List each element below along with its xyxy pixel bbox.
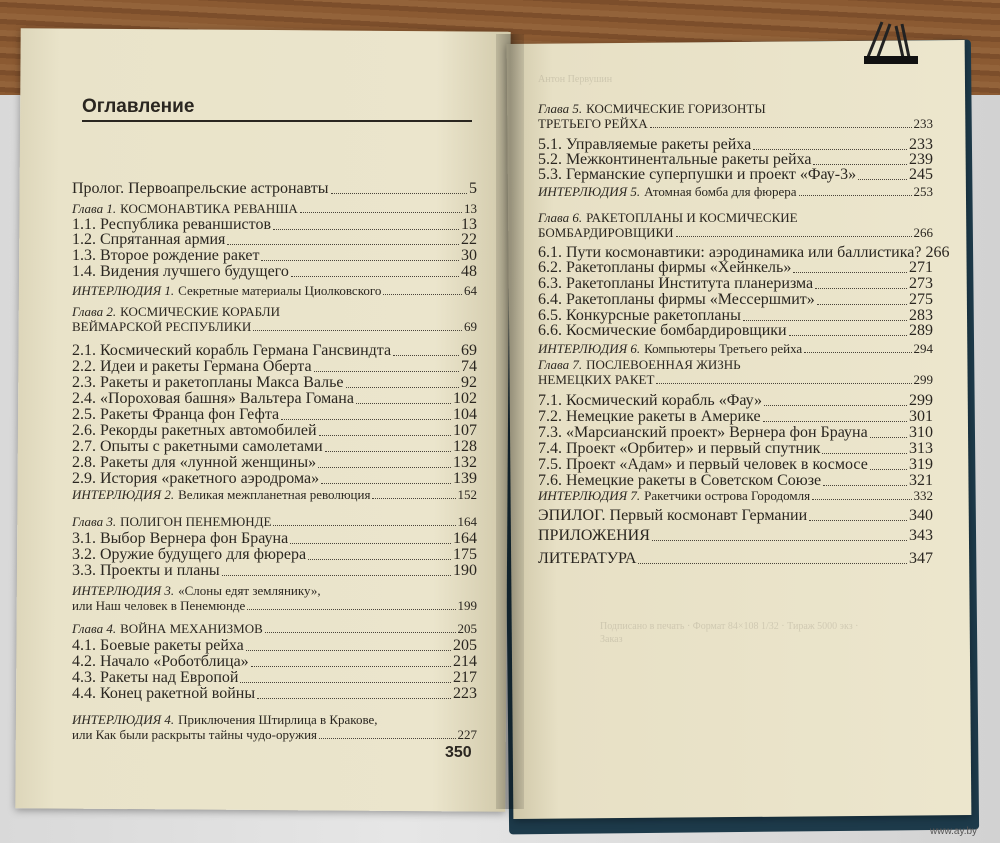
toc-entry-page: 266 [925, 244, 950, 261]
toc-entry-page: 132 [453, 454, 477, 471]
toc-entry [538, 166, 933, 184]
toc-leader-dots [763, 408, 907, 422]
toc-entry-title: 2.8. Ракеты для «лунной женщины» [72, 454, 317, 471]
toc-entry-line2 [538, 225, 933, 241]
toc-leader-dots [822, 440, 907, 454]
toc-leader-dots [823, 472, 907, 486]
toc-entry [72, 487, 477, 503]
toc-leader-dots [253, 319, 462, 331]
binder-clip-icon [862, 18, 920, 66]
toc-entry-title: Приключения Штирлица в Кракове, [178, 712, 378, 727]
toc-entry-title: 1.3. Второе рождение ракет [72, 247, 260, 264]
toc-entry-page: 223 [453, 685, 477, 702]
toc-entry [72, 514, 477, 530]
toc-entry-label: ИНТЕРЛЮДИЯ 5. [538, 184, 641, 199]
toc-entry-page: 343 [909, 527, 933, 544]
toc-leader-dots [331, 180, 467, 194]
toc-leader-dots [793, 259, 907, 273]
toc-leader-dots [356, 390, 451, 404]
title-rule [82, 120, 472, 122]
toc-entry-title-cont: или Наш человек в Пенемюнде [72, 598, 246, 613]
toc-entry-page: 74 [461, 358, 477, 375]
toc-entry-page: 245 [909, 166, 933, 183]
toc-entry-title: Ракетчики острова Городомля [644, 488, 811, 503]
toc-leader-dots [227, 231, 459, 245]
toc-entry-line1 [538, 101, 933, 117]
toc-entry-line1 [72, 712, 477, 728]
book-gutter [496, 34, 524, 809]
toc-entry-title: 6.1. Пути космонавтики: аэродинамика или баллистика? [538, 244, 922, 261]
toc-entry-title: 2.6. Рекорды ракетных автомобилей [72, 422, 317, 439]
toc-entry-title: 2.7. Опыты с ракетными самолетами [72, 438, 323, 455]
toc-leader-dots [318, 454, 451, 468]
toc-leader-dots [290, 530, 451, 544]
toc-entry-title: Компьютеры Третьего рейха [644, 341, 803, 356]
toc-entry-label: Глава 2. [72, 304, 117, 319]
toc-leader-dots [273, 216, 459, 230]
toc-entry-page: 190 [453, 562, 477, 579]
toc-leader-dots [656, 372, 911, 384]
toc-entry-label: Глава 1. [72, 201, 117, 216]
toc-leader-dots [261, 247, 459, 261]
toc-entry-title: 5.2. Межконтинентальные ракеты рейха [538, 151, 812, 168]
toc-entry-line2 [72, 319, 477, 335]
toc-entry-title: 1.4. Видения лучшего будущего [72, 263, 289, 280]
toc-entry [72, 201, 477, 217]
toc-entry-title: 4.2. Начало «Роботблица» [72, 653, 249, 670]
toc-leader-dots [281, 406, 451, 420]
toc-entry-label: ИНТЕРЛЮДИЯ 2. [72, 487, 175, 502]
toc-entry-title: 2.9. История «ракетного аэродрома» [72, 470, 320, 487]
toc-entry [538, 507, 933, 525]
toc-entry [72, 621, 477, 637]
toc-leader-dots [804, 341, 911, 353]
toc-entry-page: 217 [453, 669, 477, 686]
toc-entry-title: 7.5. Проект «Адам» и первый человек в космосе [538, 456, 868, 473]
toc-entry-page: 164 [457, 514, 477, 529]
toc-entry-page: 205 [457, 621, 477, 636]
toc-entry-page: 289 [909, 322, 933, 339]
toc-leader-dots [383, 283, 462, 295]
toc-entry-title: 7.4. Проект «Орбитер» и первый спутник [538, 440, 821, 457]
toc-entry-label: Глава 4. [72, 621, 117, 636]
toc-entry-title-cont: БОМБАРДИРОВЩИКИ [538, 225, 674, 240]
toc-entry-title: Секретные материалы Циолковского [178, 283, 382, 298]
toc-entry-page: 13 [461, 216, 477, 233]
toc-leader-dots [240, 669, 451, 683]
toc-entry-page: 199 [457, 598, 477, 613]
toc-leader-dots [858, 166, 907, 180]
toc-entry-page: 347 [909, 550, 933, 567]
toc-leader-dots [789, 322, 907, 336]
toc-entry-title: 6.4. Ракетопланы фирмы «Мессершмит» [538, 291, 815, 308]
toc-entry-page: 239 [909, 151, 933, 168]
toc-leader-dots [870, 424, 907, 438]
toc-entry-title-cont: НЕМЕЦКИХ РАКЕТ [538, 372, 655, 387]
toc-leader-dots [308, 546, 451, 560]
toc-entry-title-cont: ВЕЙМАРСКОЙ РЕСПУБЛИКИ [72, 319, 252, 334]
toc-entry-page: 253 [913, 184, 933, 199]
toc-entry-page: 233 [913, 116, 933, 131]
toc-entry [538, 550, 933, 568]
toc-entry-page: 164 [453, 530, 477, 547]
toc-entry-page: 102 [453, 390, 477, 407]
toc-entry-line2 [538, 372, 933, 388]
toc-entry-page: 299 [909, 392, 933, 409]
toc-entry-line1 [72, 304, 477, 320]
toc-entry-title: 5.1. Управляемые ракеты рейха [538, 136, 752, 153]
toc-entry-title: ПРИЛОЖЕНИЯ [538, 527, 650, 544]
toc-leader-dots [676, 225, 912, 237]
toc-entry-page: 92 [461, 374, 477, 391]
toc-entry-title: 6.6. Космические бомбардировщики [538, 322, 787, 339]
toc-entry-page: 107 [453, 422, 477, 439]
toc-entry-title: 4.3. Ракеты над Европой [72, 669, 239, 686]
toc-leader-dots [650, 116, 912, 128]
toc-entry-page: 275 [909, 291, 933, 308]
toc-leader-dots [753, 136, 907, 150]
toc-entry-title: 4.4. Конец ракетной войны [72, 685, 256, 702]
toc-leader-dots [246, 637, 451, 651]
toc-entry-title: 2.4. «Пороховая башня» Вальтера Гомана [72, 390, 354, 407]
toc-entry-page: 13 [464, 201, 477, 216]
toc-leader-dots [812, 488, 911, 500]
toc-entry-page: 139 [453, 470, 477, 487]
toc-entry-title: 7.1. Космический корабль «Фау» [538, 392, 763, 409]
toc-leader-dots [251, 653, 451, 667]
toc-entry-title-cont: или Как были раскрыты тайны чудо-оружия [72, 727, 318, 742]
toc-leader-dots [809, 507, 907, 521]
toc-entry-line2 [538, 116, 933, 132]
toc-entry-title: 7.2. Немецкие ракеты в Америке [538, 408, 761, 425]
toc-leader-dots [393, 342, 459, 356]
toc-entry-title: КОСМИЧЕСКИЕ ГОРИЗОНТЫ [586, 101, 766, 116]
toc-entry-page: 22 [461, 231, 477, 248]
toc-entry [72, 180, 477, 198]
toc-entry-page: 340 [909, 507, 933, 524]
toc-entry-label: Глава 3. [72, 514, 117, 529]
toc-entry [538, 488, 933, 504]
toc-leader-dots [325, 438, 451, 452]
toc-entry-title: 4.1. Боевые ракеты рейха [72, 637, 244, 654]
toc-leader-dots [265, 621, 456, 633]
toc-leader-dots [743, 307, 907, 321]
toc-entry-line1 [538, 210, 933, 226]
toc-entry-title: «Слоны едят землянику», [178, 583, 321, 598]
toc-entry-page: 205 [453, 637, 477, 654]
toc-entry-label: ИНТЕРЛЮДИЯ 3. [72, 583, 175, 598]
toc-leader-dots [300, 201, 462, 213]
toc-leader-dots [222, 562, 451, 576]
toc-entry-label: ИНТЕРЛЮДИЯ 6. [538, 341, 641, 356]
toc-leader-dots [638, 550, 907, 564]
toc-entry-page: 69 [461, 342, 477, 359]
page-number: 350 [445, 744, 472, 761]
toc-entry-page: 310 [909, 424, 933, 441]
toc-leader-dots [273, 514, 455, 526]
toc-leader-dots [247, 598, 455, 610]
toc-entry-page: 332 [913, 488, 933, 503]
toc-entry-label: ИНТЕРЛЮДИЯ 4. [72, 712, 175, 727]
toc-entry-page: 273 [909, 275, 933, 292]
toc-entry-title: 1.1. Республика реваншистов [72, 216, 271, 233]
toc-entry-title: ЭПИЛОГ. Первый космонавт Германии [538, 507, 808, 524]
toc-entry-title: 7.6. Немецкие ракеты в Советском Союзе [538, 472, 822, 489]
toc-entry [72, 263, 477, 281]
toc-entry-page: 30 [461, 247, 477, 264]
toc-entry-page: 64 [464, 283, 477, 298]
toc-leader-dots [346, 374, 460, 388]
toc-entry [72, 562, 477, 580]
toc-entry-page: 294 [913, 341, 933, 356]
toc-entry-page: 319 [909, 456, 933, 473]
toc-entry-title: 3.2. Оружие будущего для фюрера [72, 546, 307, 563]
toc-entry-page: 175 [453, 546, 477, 563]
toc-entry-label: ИНТЕРЛЮДИЯ 1. [72, 283, 175, 298]
toc-entry-page: 313 [909, 440, 933, 457]
toc-entry-label: Глава 7. [538, 357, 583, 372]
toc-entry [538, 527, 933, 545]
toc-entry-title: 6.3. Ракетопланы Института планеризма [538, 275, 814, 292]
toc-leader-dots [291, 263, 459, 277]
toc-entry-title: КОСМОНАВТИКА РЕВАНША [120, 201, 298, 216]
toc-leader-dots [319, 422, 451, 436]
toc-entry-page: 214 [453, 653, 477, 670]
toc-entry-page: 69 [464, 319, 477, 334]
watermark: www.ay.by [930, 826, 978, 837]
toc-entry-page: 227 [457, 727, 477, 742]
bleed-through-imprint: Подписано в печать · Формат 84×108 1/32 · Тираж 5000 экз · Заказ [600, 621, 859, 645]
toc-leader-dots [813, 151, 907, 165]
toc-entry-title: 7.3. «Марсианский проект» Вернера фон Брауна [538, 424, 868, 441]
toc-leader-dots [321, 470, 451, 484]
toc-entry-page: 48 [461, 263, 477, 280]
toc-entry-title: Атомная бомба для фюрера [644, 184, 797, 199]
toc-leader-dots [817, 291, 907, 305]
toc-entry-title: РАКЕТОПЛАНЫ И КОСМИЧЕСКИЕ [586, 210, 798, 225]
toc-entry-page: 152 [457, 487, 477, 502]
toc-leader-dots [799, 184, 912, 196]
toc-leader-dots [764, 392, 907, 406]
toc-entry-page: 104 [453, 406, 477, 423]
toc-entry-line1 [72, 583, 477, 599]
toc-entry-title: 6.5. Конкурсные ракетопланы [538, 307, 741, 324]
toc-entry [538, 184, 933, 200]
toc-entry-title: 1.2. Спрятанная армия [72, 231, 226, 248]
toc-entry-title: 3.1. Выбор Вернера фон Брауна [72, 530, 289, 547]
toc-entry-title: ПОСЛЕВОЕННАЯ ЖИЗНЬ [586, 357, 741, 372]
toc-entry-page: 283 [909, 307, 933, 324]
toc-entry-title: 2.3. Ракеты и ракетопланы Макса Валье [72, 374, 344, 391]
toc-entry-title: ЛИТЕРАТУРА [538, 550, 637, 567]
toc-entry-line1 [538, 357, 933, 373]
toc-leader-dots [870, 456, 907, 470]
toc-entry-title-cont: ТРЕТЬЕГО РЕЙХА [538, 116, 648, 131]
toc-entry [538, 322, 933, 340]
toc-leader-dots [652, 527, 907, 541]
toc-entry-title: Пролог. Первоапрельские астронавты [72, 180, 329, 197]
toc-leader-dots [815, 275, 907, 289]
toc-entry-title: Великая межпланетная революция [178, 487, 371, 502]
bleed-through-text: Антон Первушин [538, 74, 613, 85]
toc-entry [538, 341, 933, 357]
toc-entry-title: 5.3. Германские суперпушки и проект «Фау-3» [538, 166, 857, 183]
toc-entry-page: 266 [913, 225, 933, 240]
toc-entry-page: 299 [913, 372, 933, 387]
toc-entry [72, 283, 477, 299]
toc-entry-title: 6.2. Ракетопланы фирмы «Хейнкель» [538, 259, 792, 276]
toc-leader-dots [372, 487, 455, 499]
toc-entry-label: ИНТЕРЛЮДИЯ 7. [538, 488, 641, 503]
toc-entry [72, 470, 477, 488]
toc-entry-page: 5 [469, 180, 477, 197]
toc-leader-dots [314, 358, 459, 372]
toc-entry-line2 [72, 598, 477, 614]
toc-entry-title: 2.1. Космический корабль Германа Гансвиндта [72, 342, 392, 359]
toc-entry [72, 685, 477, 703]
toc-title: Оглавление [82, 96, 195, 117]
toc-entry-page: 128 [453, 438, 477, 455]
toc-entry-title: ПОЛИГОН ПЕНЕМЮНДЕ [120, 514, 272, 529]
toc-entry-line2 [72, 727, 477, 743]
toc-entry-page: 271 [909, 259, 933, 276]
toc-leader-dots [257, 685, 451, 699]
toc-entry-title: 2.2. Идеи и ракеты Германа Оберта [72, 358, 312, 375]
toc-entry-title: 3.3. Проекты и планы [72, 562, 220, 579]
toc-entry-label: Глава 5. [538, 101, 583, 116]
toc-entry-page: 321 [909, 472, 933, 489]
toc-entry-title: ВОЙНА МЕХАНИЗМОВ [120, 621, 263, 636]
toc-entry-page: 301 [909, 408, 933, 425]
toc-leader-dots [319, 727, 455, 739]
toc-entry-page: 233 [909, 136, 933, 153]
toc-entry-label: Глава 6. [538, 210, 583, 225]
toc-entry-title: 2.5. Ракеты Франца фон Гефта [72, 406, 280, 423]
toc-entry-title: КОСМИЧЕСКИЕ КОРАБЛИ [120, 304, 280, 319]
